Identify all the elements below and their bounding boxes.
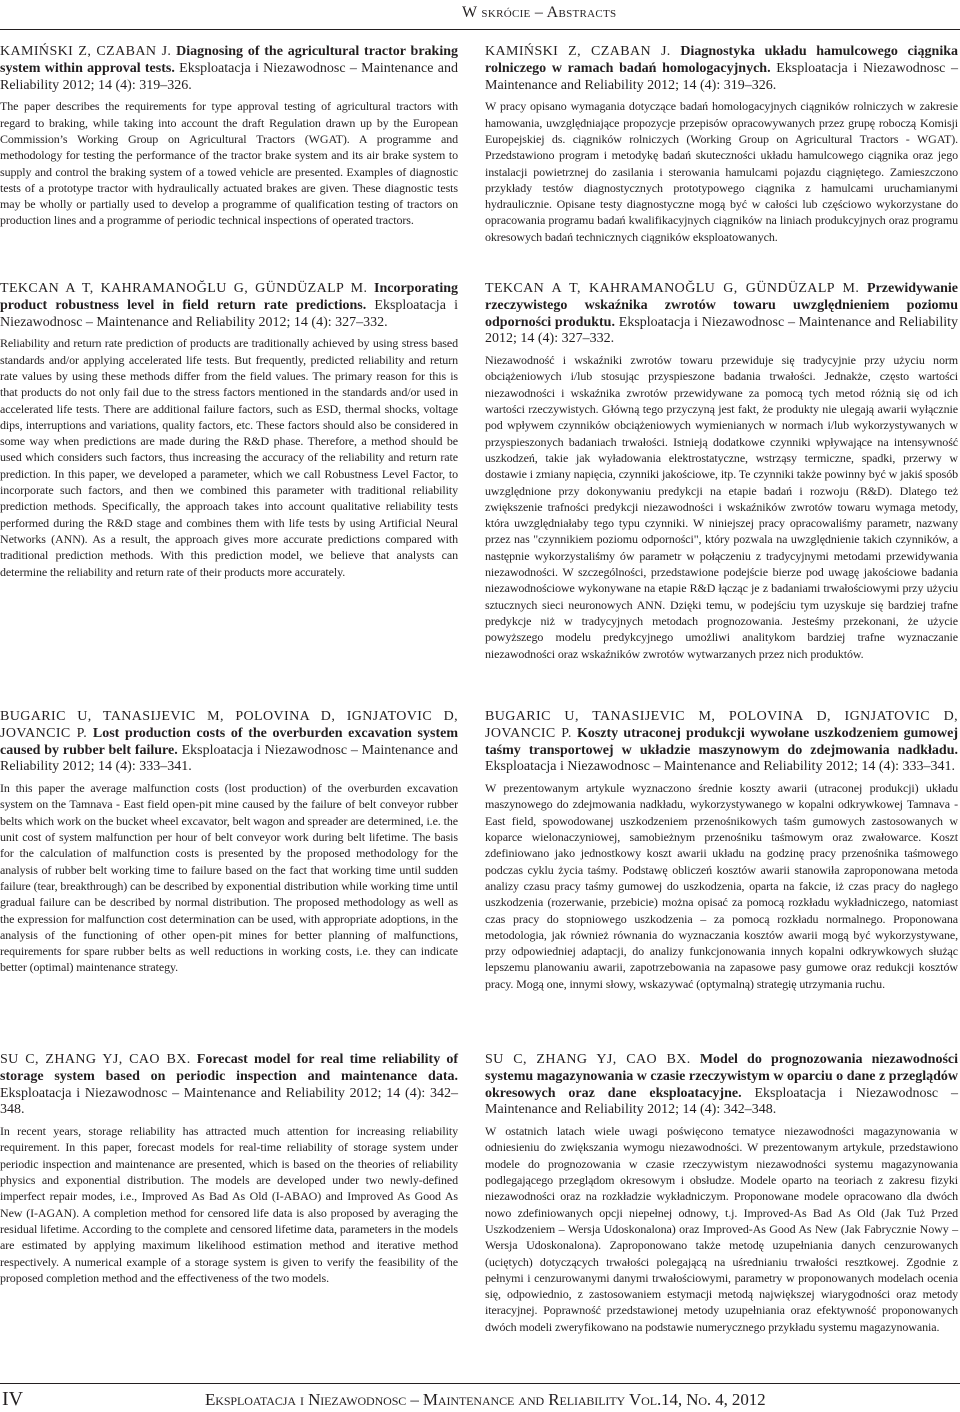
author-list: KAMIŃSKI Z, CZABAN J.	[0, 44, 172, 59]
citation: Eksploatacja i Niezawodnosc – Maintenance and Reliability 2012; 14 (4): 342–348.	[485, 1085, 959, 1118]
abstract-entry-polish	[485, 281, 958, 662]
citation: Eksploatacja i Niezawodnosc – Maintenance and Reliability 2012; 14 (4): 333–341.	[485, 759, 956, 775]
abstract-text: W prezentowanym artykule wyznaczono średnie koszty awarii (utraconej produkcji) układu maszynowego do zdejmowania nadkładu, wykorzystywanego w kopalni odkrywkowej Tamnava - East field, spowodowanej uszkodzeniem przenośnikowych taśm gumowych zastosowanych w koparce wielonaczyniowej, samobieżnym przenośniku taśmowym oraz zwałowarce. Koszt zdefiniowano jako jednostkowy koszt awarii układu na godzinę pracy przenośnika taśmowego podczas cyklu życia taśmy. Podstawę obliczeń kosztów awarii stanowiła zaproponowana metoda analizy czasu pracy taśmy gumowej do uszkodzenia, oparta na fakcie, iż czas pracy do nagłego uszkodzenia (rozerwanie, przebicie) można opisać za pomocą rozkładu wykładniczego, natomiast czas pracy do stopniowego uszkodzenia – za pomocą rozkładu normalnego. Proponowana metodologia, jak również równania do wyznaczania kosztów awarii mogą być wykorzystywane, przy odpowiedniej adaptacji, do analizy funkcjonowania innych kopalni odkrywkowych służąc lepszemu planowaniu awarii, zapotrzebowania na zapasowe pasy gumowe oraz redukcji kosztów pracy. Mogą one, innymi słowy, wskazywać (optymalną) strategię utrzymania ruchu.	[485, 781, 958, 991]
author-list: TEKCAN A T, KAHRAMANOĞLU G, GÜNDÜZALP M.	[485, 281, 860, 296]
abstract-text: In recent years, storage reliability has attracted much attention for increasing reliability requirement. In this paper, forecast models for real-time reliability of storage system under periodic inspection and maintenance are presented, which is based on the theories of reliability physics and exponential distribution. The models are developed under two newly-defined imperfect repair modes, i.e., Improved As Bad As Old (I-ABAO) and Improved As Good As New (I-AGAN). A completion method for censored life data is also proposed by averaging the residual lifetime. According to the complete and censored lifetime data, parameters in the models are estimated by applying maximum likelihood estimation method and iterative method respectively. A numerical example of a storage system is given to verify the feasibility of the proposed completion method and the effectiveness of the two models.	[0, 1124, 458, 1285]
citation: Eksploatacja i Niezawodnosc – Maintenance and Reliability 2012; 14 (4): 327–332.	[0, 297, 458, 330]
article-title: Przewidywanie rzeczywistego wskaźnika zwrotów towaru uwzględnieniem poziomu odporności produktu.	[485, 281, 958, 330]
abstract-entry-polish	[485, 44, 958, 245]
citation: Eksploatacja i Niezawodnosc – Maintenance and Reliability 2012; 14 (4): 333–341.	[0, 742, 459, 775]
abstract-heading	[485, 281, 958, 348]
abstract-entry-english	[0, 709, 458, 976]
citation: Eksploatacja i Niezawodnosc – Maintenance and Reliability 2012; 14 (4): 319–326.	[485, 60, 959, 93]
abstract-entry-english	[0, 1052, 458, 1286]
article-title: Forecast model for real time reliability of storage system based on periodic inspection and maintenance data.	[0, 1052, 458, 1084]
author-list: TEKCAN A T, KAHRAMANOĞLU G, GÜNDÜZALP M.	[0, 281, 368, 296]
footer-rule	[0, 1383, 960, 1384]
article-title: Koszty utraconej produkcji wywołane uszkodzeniem gumowej taśmy transportowej w układzie maszynowym do zdejmowania nadkładu.	[485, 725, 959, 758]
abstract-text: Niezawodność i wskaźniki zwrotów towaru przewiduje się tradycyjnie przy użyciu norm obciążeniowych i/lub stosując przyspieszone badania trwałości. Jednakże, często wartości niezawodności i wskaźnika zwrotów przewidywane za pomocą tych metod różnią się od ich wartości rzeczywistych. Główną tego przyczyną jest fakt, że produkty nie ulegają awarii wyłącznie pod wpływem czynników obciążeniowych wymienianych w normach i/lub wykorzystywanych w przyspieszonych badaniach trwałości. Istnieją dodatkowe czynniki wpływające na intensywność uszkodzeń, takie jak wyładowania elektrostatyczne, wstrząsy termiczne, spadki, przerwy w dostawie i zmiany napięcia, czynniki jakościowe, itp. Te czynniki także powinny być w jakiś sposób uwzględnione przy dokonywaniu predykcji na etapie badań i rozwoju (R&D). Dlatego też zwiększenie trafności predykcji niezawodności i wskaźników zwrotów towaru wymaga metody, która uwzględniałaby tego typu czynniki. W niniejszej pracy opracowaliśmy parametr, nazwany przez nas "czynnikiem poziomu odporności", który pozwala na uwzględnienie takich czynników, a następnie wykorzystaliśmy ów parametr w połączeniu z tradycyjnymi metodami przewidywania niezawodności. W szczególności, przedstawione podejście bierze pod uwagę jakościowe badania niezawodnościowe wykonywane na etapie R&D łącząc je z badaniami trwałościowymi przy użyciu sztucznych sieci neuronowych ANN. Dzięki temu, w podejściu tym uzyskuje się bardziej trafne predykcje niż w tradycyjnych metodach prognozowania. Jesteśmy przekonani, że użycie powyższego modelu predykcyjnego umożliwi analitykom bardziej trafne wyznaczanie niezawodności oraz wskaźników zwrotów wytwarzanych przez nich produktów.	[485, 353, 958, 661]
author-list: SU C, ZHANG YJ, CAO BX.	[485, 1052, 691, 1067]
abstract-heading	[0, 709, 458, 776]
abstract-heading	[485, 44, 958, 94]
abstract-text: The paper describes the requirements for type approval testing of agricultural tractors with regard to braking, while taking into account the draft Regulation drawn up by the European Commission’s Working Group on Agricultural Tractors (WGAT). A programme and methodology for testing the performance of the tractor brake system and its air brake system to supply and control the braking system of a towed vehicle are presented. Examples of diagnostic tests of a prototype tractor with hydraulically actuated brakes are given. These diagnostic tests may be wholly or partially used to develop a programme of qualification testing of tractors on production lines and a programme of periodic technical inspections of operated tractors.	[0, 99, 458, 228]
citation: Eksploatacja i Niezawodnosc – Maintenance and Reliability 2012; 14 (4): 327–332.	[485, 314, 958, 347]
abstract-entry-polish	[485, 1052, 958, 1335]
article-title: Incorporating product robustness level in field return rate predictions.	[0, 281, 458, 313]
author-list: KAMIŃSKI Z, CZABAN J.	[485, 44, 671, 59]
section-header-title: W skrócie – Abstracts	[462, 4, 617, 21]
abstract-text: W ostatnich latach wiele uwagi poświęcono tematyce niezawodności magazynowania w odniesieniu do zwiększania wymogu niezawodności. W prezentowanym artykule, przedstawiono modele do prognozowania w czasie rzeczywistym niezawodności systemu magazynowania podlegającego przeglądom okresowym i obsłudze. Modele oparto na teoriach z zakresu fizyki niezawodności oraz na rozkładzie wykładniczym. Proponowane modele opracowano dla dwóch nowo zdefiniowanych opcji niepełnej odnowy, t.j. Improved-As Bad As Old (Jak Tuż Przed Uszkodzeniem – Wersja Udoskonalona) oraz Improved-As Good As New (Jak Fabrycznie Nowy – Wersja Udoskonalona). Zaproponowano także metodę uzupełniania danych cenzurowanych (uciętych) dotyczących trwałości polegającą na uśrednianiu trwałości resztkowej. Zgodnie z pełnymi i cenzurowanymi danymi trwałościowymi, parametry w proponowanych modelach ocenia się, odpowiednio, z zastosowaniem estymacji metodą największej wiarygodności oraz metody iteracyjnej. Poprawność przedstawionej metody uzupełniania oraz efektywność proponowanych dwóch modeli zweryfikowano na podstawie numerycznego przykładu systemu magazynowania.	[485, 1124, 958, 1334]
abstract-heading	[0, 281, 458, 331]
author-list: SU C, ZHANG YJ, CAO BX.	[0, 1052, 191, 1067]
header-rule	[0, 29, 960, 30]
abstract-heading	[0, 1052, 458, 1119]
abstract-entry-english	[0, 44, 458, 229]
article-title: Diagnostyka układu hamulcowego ciągnika rolniczego w ramach badań homologacyjnych.	[485, 44, 959, 76]
abstract-heading	[485, 1052, 958, 1119]
abstract-entry-english	[0, 281, 458, 580]
article-title: Lost production costs of the overburden excavation system caused by rubber belt failure.	[0, 725, 458, 758]
abstracts-grid	[0, 44, 958, 1335]
abstract-heading	[0, 44, 458, 94]
author-list: BUGARIC U, TANASIJEVIC M, POLOVINA D, IGNJATOVIC D, JOVANCIC P.	[485, 709, 958, 741]
citation: Eksploatacja i Niezawodnosc – Maintenance and Reliability 2012; 14 (4): 319–326.	[0, 60, 458, 93]
article-title: Diagnosing of the agricultural tractor braking system within approval tests.	[0, 44, 459, 76]
author-list: BUGARIC U, TANASIJEVIC M, POLOVINA D, IGNJATOVIC D, JOVANCIC P.	[0, 709, 458, 741]
journal-footer: Eksploatacja i Niezawodnosc – Maintenance and Reliability Vol.14, No. 4, 2012	[205, 1390, 766, 1409]
abstract-text: Reliability and return rate prediction of products are traditionally achieved by using stress based standards and/or applying accelerated life tests. But frequently, predicted reliability and return rate values by using these methods differ from the field values. The primary reason for this is that products do not only fail due to the stress factors mentioned in the standards and/or used in accelerated life tests. There are additional failure factors, such as ESD, thermal shocks, voltage dips, interruptions and variations, quality factors, etc. These factors should also be considered in some way when predictions are made during the R&D phase. Therefore, a method should be used which considers such factors, thus increasing the accuracy of the reliability and return rate prediction. In this paper, we developed a parameter, which we call Robustness Level Factor, to incorporate such factors, and then we combined this parameter with traditional reliability prediction methods. Specifically, the approach takes into account qualitative reliability tests performed during the R&D stage and combines them with life tests by using Artificial Neural Networks (ANN). As a result, the approach gives more accurate predictions compared with traditional prediction methods. With this prediction model, we believe that analysts can determine the reliability and return rate of their products more accurately.	[0, 336, 458, 579]
article-title: Model do prognozowania niezawodności systemu magazynowania w czasie rzeczywistym w oparciu o dane z przeglądów okresowych oraz dane eksploatacyjne.	[485, 1052, 958, 1101]
abstract-heading	[485, 709, 958, 776]
abstract-text: W pracy opisano wymagania dotyczące badań homologacyjnych ciągników rolniczych w zakresie hamowania, uwzględniające propozycje przepisów opracowywanych przez grupę roboczą Komisji Europejskiej ds. ciągników rolniczych (Working Group on Agricultural Tractors - WGAT). Przedstawiono program i metodykę badań skuteczności układu hamulcowego ciągnika oraz jego instalacji powietrznej do zasilania i sterowania hamulcami pojazdu ciągniętego. Zamieszczono przykłady testów diagnostycznych prototypowego ciągnika z hamulcami uruchamianymi hydraulicznie. Opisane testy diagnostyczne mogą być w całości lub częściowo wykorzystane do opracowania programu badań kwalifikacyjnych ciągników na liniach produkcyjnych oraz programu okresowych badań technicznych ciągników eksploatowanych.	[485, 99, 958, 244]
abstract-entry-polish	[485, 709, 958, 992]
page-number: IV	[2, 1388, 24, 1410]
citation: Eksploatacja i Niezawodnosc – Maintenance and Reliability 2012; 14 (4): 342–348.	[0, 1085, 458, 1118]
abstract-text: In this paper the average malfunction costs (lost production) of the overburden excavation system on the Tamnava - East field open-pit mine caused by the failure of belt conveyor rubber belts which work on the bucket wheel excavator, belt wagon and spreader are determined, i.e. the unit cost of system malfunction per hour of belt conveyor work during belt lifetime. The basis for the calculation of malfunction costs is presented by the proposed methodology for the analysis of rubber belt working time to failure based on the fact that working time until sudden failure (tear, breakthrough) can be described by exponential distribution while working time until gradual failure can be described by normal distribution. The proposed methodology as well as the expression for malfunction cost determination can be used, with appropriate adoptions, in the analysis of the functioning of other open-pit mines for better planning of malfunctions, requirements for spare rubber belts as well reductions in working costs, i.e. they can indicate better (optimal) maintenance strategy.	[0, 781, 458, 975]
